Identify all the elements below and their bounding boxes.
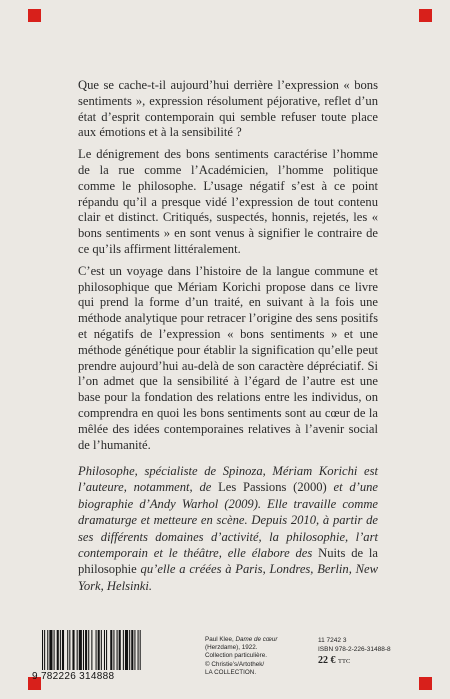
barcode-bar — [125, 630, 128, 670]
barcode-bar — [119, 630, 121, 670]
bio-text: qu’elle a créées à Paris, Londres, Berlin, New York, Helsinki. — [78, 562, 378, 593]
barcode-bar — [47, 630, 48, 670]
barcode-bar — [49, 630, 52, 670]
credit-text: (Herzdame), 1922. — [205, 644, 258, 652]
barcode-bar — [54, 630, 55, 670]
credit-artwork-title: Dame de cœur — [235, 636, 278, 643]
barcode-bar — [42, 630, 43, 670]
red-corner-square — [419, 677, 432, 690]
barcode-bar — [101, 630, 102, 670]
barcode-bar — [140, 630, 141, 670]
red-corner-square — [28, 9, 41, 22]
bio-text: Philosophe, spécialiste de Spinoza, Mériam Korichi est l’auteure, notamment, de — [78, 464, 378, 495]
price-value: 22 € — [318, 655, 336, 666]
barcode-bar — [129, 630, 130, 670]
credit-text: Paul Klee, — [205, 636, 236, 643]
barcode-bar — [98, 630, 100, 670]
barcode-bar — [106, 630, 107, 670]
barcode — [42, 630, 180, 670]
blurb — [78, 78, 378, 459]
barcode-bar — [57, 630, 59, 670]
barcode-block — [32, 630, 182, 686]
barcode-bar — [62, 630, 64, 670]
bio-book-title: Les Passions (2000) — [218, 480, 327, 495]
blurb-paragraph: C’est un voyage dans l’histoire de la langue commune et philosophique que Mériam Korichi propose dans ce livre qui prend la forme d’un traité, en suivant à la fois une méthode analytique pour retracer l’origine des sens positifs et négatifs de l’expression « bons sentiments » et une méthode génétique pour établir la signification qu’elle peut prendre aujourd’hui au-delà de son caractère dépréciatif. Si l’on admet que la sensibilité à l’égard de l’autre est une base pour la fondation des relations entre les individus, on comprendra en quoi les bons sentiments sont au cœur de la mêlée des idées contemporaines relatives à l’avenir social de l’humanité. — [78, 263, 378, 452]
price — [318, 656, 418, 666]
barcode-bar — [83, 630, 84, 670]
barcode-bar — [134, 630, 135, 670]
barcode-bar — [104, 630, 105, 670]
author-bio — [78, 463, 378, 594]
barcode-bar — [79, 630, 82, 670]
barcode-bar — [69, 630, 70, 670]
isbn-number: ISBN 978-2-226-31488-8 — [318, 646, 391, 653]
barcode-bar — [60, 630, 61, 670]
barcode-bar — [138, 630, 139, 670]
barcode-bar — [85, 630, 87, 670]
barcode-bar — [67, 630, 68, 670]
barcode-bar — [131, 630, 133, 670]
credit-text: © Christie’s/Artothek/ — [205, 660, 265, 668]
barcode-bar — [77, 630, 78, 670]
credit-text: Collection particulière. — [205, 652, 267, 660]
image-credit — [205, 636, 310, 677]
barcode-bar — [96, 630, 97, 670]
barcode-bar — [110, 630, 112, 670]
isbn-block — [318, 636, 418, 666]
barcode-digits: 9 782226 314888 — [32, 671, 115, 682]
barcode-bar — [91, 630, 92, 670]
red-corner-square — [419, 9, 432, 22]
bio-text: et d’une biographie d’Andy Warhol (2009). Elle travaille comme dramaturge et metteure en scène. Depuis 2010, à partir de ses différents domaines d’activité, la philosophie, l’art contemporain et le théâtre, elle élabore des — [78, 480, 379, 561]
blurb-paragraph: Que se cache-t-il aujourd’hui derrière l’expression « bons sentiments », expression résolument péjorative, reflet d’un état d’esprit contemporain qui semble refuser toute place aux émotions et à la sensibilité ? — [78, 78, 378, 140]
barcode-bar — [72, 630, 74, 670]
barcode-bar — [88, 630, 89, 670]
bio-event-title: Nuits de la philosophie — [78, 546, 378, 577]
product-code: 11 7242 3 — [318, 637, 347, 644]
barcode-bar — [113, 630, 114, 670]
price-tax-label: TTC — [338, 658, 351, 665]
credit-text: LA COLLECTION. — [205, 668, 257, 676]
barcode-bar — [44, 630, 45, 670]
barcode-bar — [123, 630, 124, 670]
barcode-bar — [117, 630, 118, 670]
blurb-paragraph: Le dénigrement des bons sentiments caractérise l’homme de la rue comme l’Académicien, l’homme politique comme le philosophe. L’usage négatif s’est à ce point répandu qu’il a presque vidé l’expression de tout contenu clair et distinct. Critiqués, suspectés, honnis, rejetés, les « bons sentiments » en sont venus à signifier le contraire de ce qu’ils affirment littéralement. — [78, 147, 378, 256]
